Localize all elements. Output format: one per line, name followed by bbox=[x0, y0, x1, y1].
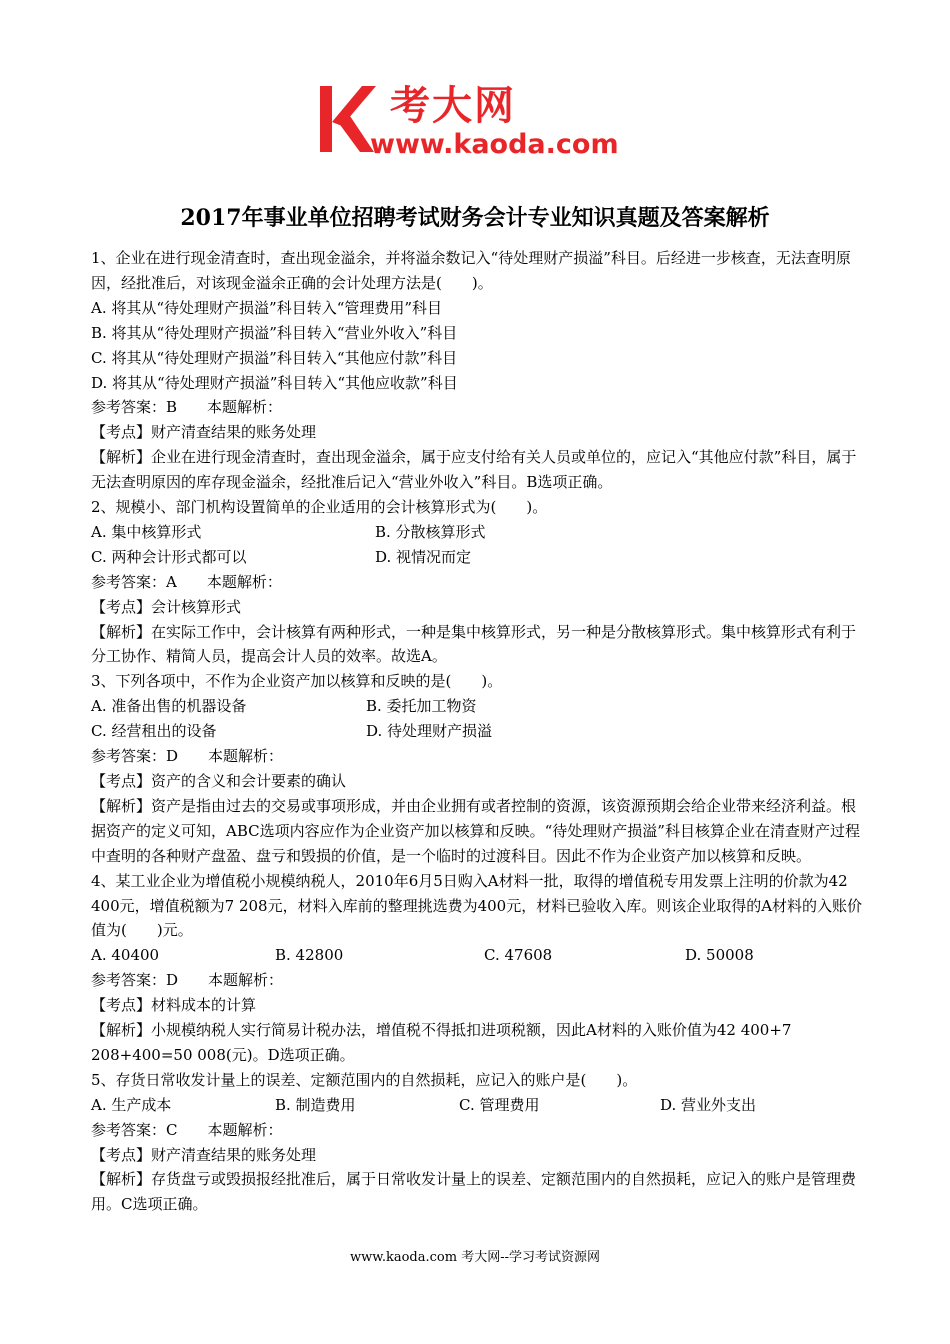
question-4-options-row bbox=[91, 943, 863, 968]
question-1-stem: 1、企业在进行现金清查时，查出现金溢余，并将溢余数记入“待处理财产损溢”科目。后经进一步核查，无法查明原因，经批准后，对该现金溢余正确的会计处理方法是( )。 bbox=[91, 249, 851, 292]
question-5-analysis: 【解析】存货盘亏或毁损报经批准后，属于日常收发计量上的误差、定额范围内的自然损耗，应记入的账户是管理费用。C选项正确。 bbox=[91, 1170, 857, 1214]
logo-url-text: www.kaoda.com bbox=[370, 129, 619, 160]
question-3-analysis: 【解析】资产是指由过去的交易或事项形成，并由企业拥有或者控制的资源，该资源预期会给企业带来经济利益。根据资产的定义可知，ABC选项内容应作为企业资产加以核算和反映。“待处理财产损溢”科目核算企业在清查财产过程中查明的各种财产盘盈、盘亏和毁损的价值，是一个临时的过渡科目。因此不作为企业资产加以核算和反映。 bbox=[91, 796, 860, 865]
question-5-option-a: A. 生产成本 bbox=[91, 1095, 172, 1114]
question-1-option-d: D. 将其从“待处理财产损溢”科目转入“其他应收款”科目 bbox=[91, 373, 458, 392]
question-5-option-c: C. 管理费用 bbox=[459, 1095, 540, 1114]
question-3-option-b: B. 委托加工物资 bbox=[366, 697, 477, 716]
question-2-option-c: C. 两种会计形式都可以 bbox=[91, 547, 247, 566]
question-2-option-d: D. 视情况而定 bbox=[375, 547, 472, 566]
question-1-answer: 参考答案：B 本题解析： bbox=[91, 398, 283, 417]
question-4-option-b: B. 42800 bbox=[275, 946, 344, 965]
question-5-point: 【考点】财产清查结果的账务处理 bbox=[91, 1145, 317, 1164]
question-4-stem: 4、某工业企业为增值税小规模纳税人，2010年6月5日购入A材料一批，取得的增值税专用发票上注明的价款为42 400元，增值税额为7 208元，材料入库前的整理挑选费为400元，材料已验收入库。则该企业取得的A材料的入账价值为( )元。 bbox=[91, 871, 863, 940]
question-5-stem: 5、存货日常收发计量上的误差、定额范围内的自然损耗，应记入的账户是( )。 bbox=[91, 1070, 638, 1089]
question-3-stem: 3、下列各项中，不作为企业资产加以核算和反映的是( )。 bbox=[91, 672, 503, 691]
question-2-analysis: 【解析】在实际工作中，会计核算有两种形式，一种是集中核算形式，另一种是分散核算形式。集中核算形式有利于分工协作、精简人员，提高会计人员的效率。故选A。 bbox=[91, 622, 857, 666]
question-5-answer: 参考答案：C 本题解析： bbox=[91, 1120, 283, 1139]
logo-chinese-text: 考大网 bbox=[390, 83, 516, 129]
question-2-point: 【考点】会计核算形式 bbox=[91, 597, 242, 616]
question-3-options-row-1 bbox=[91, 694, 863, 719]
question-4-option-c: C. 47608 bbox=[484, 946, 553, 965]
document-body bbox=[91, 246, 863, 1217]
question-2-answer: 参考答案：A 本题解析： bbox=[91, 572, 282, 591]
question-3-option-d: D. 待处理财产损溢 bbox=[366, 722, 493, 741]
question-1-option-b: B. 将其从“待处理财产损溢”科目转入“营业外收入”科目 bbox=[91, 323, 458, 342]
kaoda-logo bbox=[318, 82, 638, 162]
question-2-options-row-2 bbox=[91, 545, 863, 570]
question-3-option-c: C. 经营租出的设备 bbox=[91, 722, 217, 741]
question-3-answer: 参考答案：D 本题解析： bbox=[91, 747, 284, 766]
document-title: 2017年事业单位招聘考试财务会计专业知识真题及答案解析 bbox=[180, 205, 770, 231]
question-4-analysis: 【解析】小规模纳税人实行简易计税办法，增值税不得抵扣进项税额，因此A材料的入账价值为42 400+7 208+400=50 008(元)。D选项正确。 bbox=[91, 1021, 792, 1064]
question-3-point: 【考点】资产的含义和会计要素的确认 bbox=[91, 771, 347, 790]
logo-k-icon bbox=[318, 82, 376, 156]
question-2-options-row-1 bbox=[91, 520, 863, 545]
question-3-options-row-2 bbox=[91, 719, 863, 744]
question-5-option-b: B. 制造费用 bbox=[275, 1095, 356, 1114]
question-1-option-a: A. 将其从“待处理财产损溢”科目转入“管理费用”科目 bbox=[91, 298, 443, 317]
question-1-analysis: 【解析】企业在进行现金清查时，查出现金溢余，属于应支付给有关人员或单位的，应记入“其他应付款”科目，属于无法查明原因的库存现金溢余，经批准后记入“营业外收入”科目。B选项正确。 bbox=[91, 448, 857, 492]
question-5-options-row bbox=[91, 1093, 863, 1118]
question-4-answer: 参考答案：D 本题解析： bbox=[91, 971, 284, 990]
question-2-option-a: A. 集中核算形式 bbox=[91, 522, 202, 541]
question-1-point: 【考点】财产清查结果的账务处理 bbox=[91, 423, 317, 442]
question-4-option-a: A. 40400 bbox=[91, 946, 160, 965]
question-4-point: 【考点】材料成本的计算 bbox=[91, 996, 257, 1015]
question-5-option-d: D. 营业外支出 bbox=[660, 1095, 757, 1114]
question-1-option-c: C. 将其从“待处理财产损溢”科目转入“其他应付款”科目 bbox=[91, 348, 458, 367]
question-3-option-a: A. 准备出售的机器设备 bbox=[91, 697, 247, 716]
question-2-stem: 2、规模小、部门机构设置简单的企业适用的会计核算形式为( )。 bbox=[91, 498, 548, 517]
page-footer: www.kaoda.com 考大网--学习考试资源网 bbox=[350, 1250, 600, 1265]
question-4-option-d: D. 50008 bbox=[685, 946, 754, 965]
question-2-option-b: B. 分散核算形式 bbox=[375, 522, 486, 541]
